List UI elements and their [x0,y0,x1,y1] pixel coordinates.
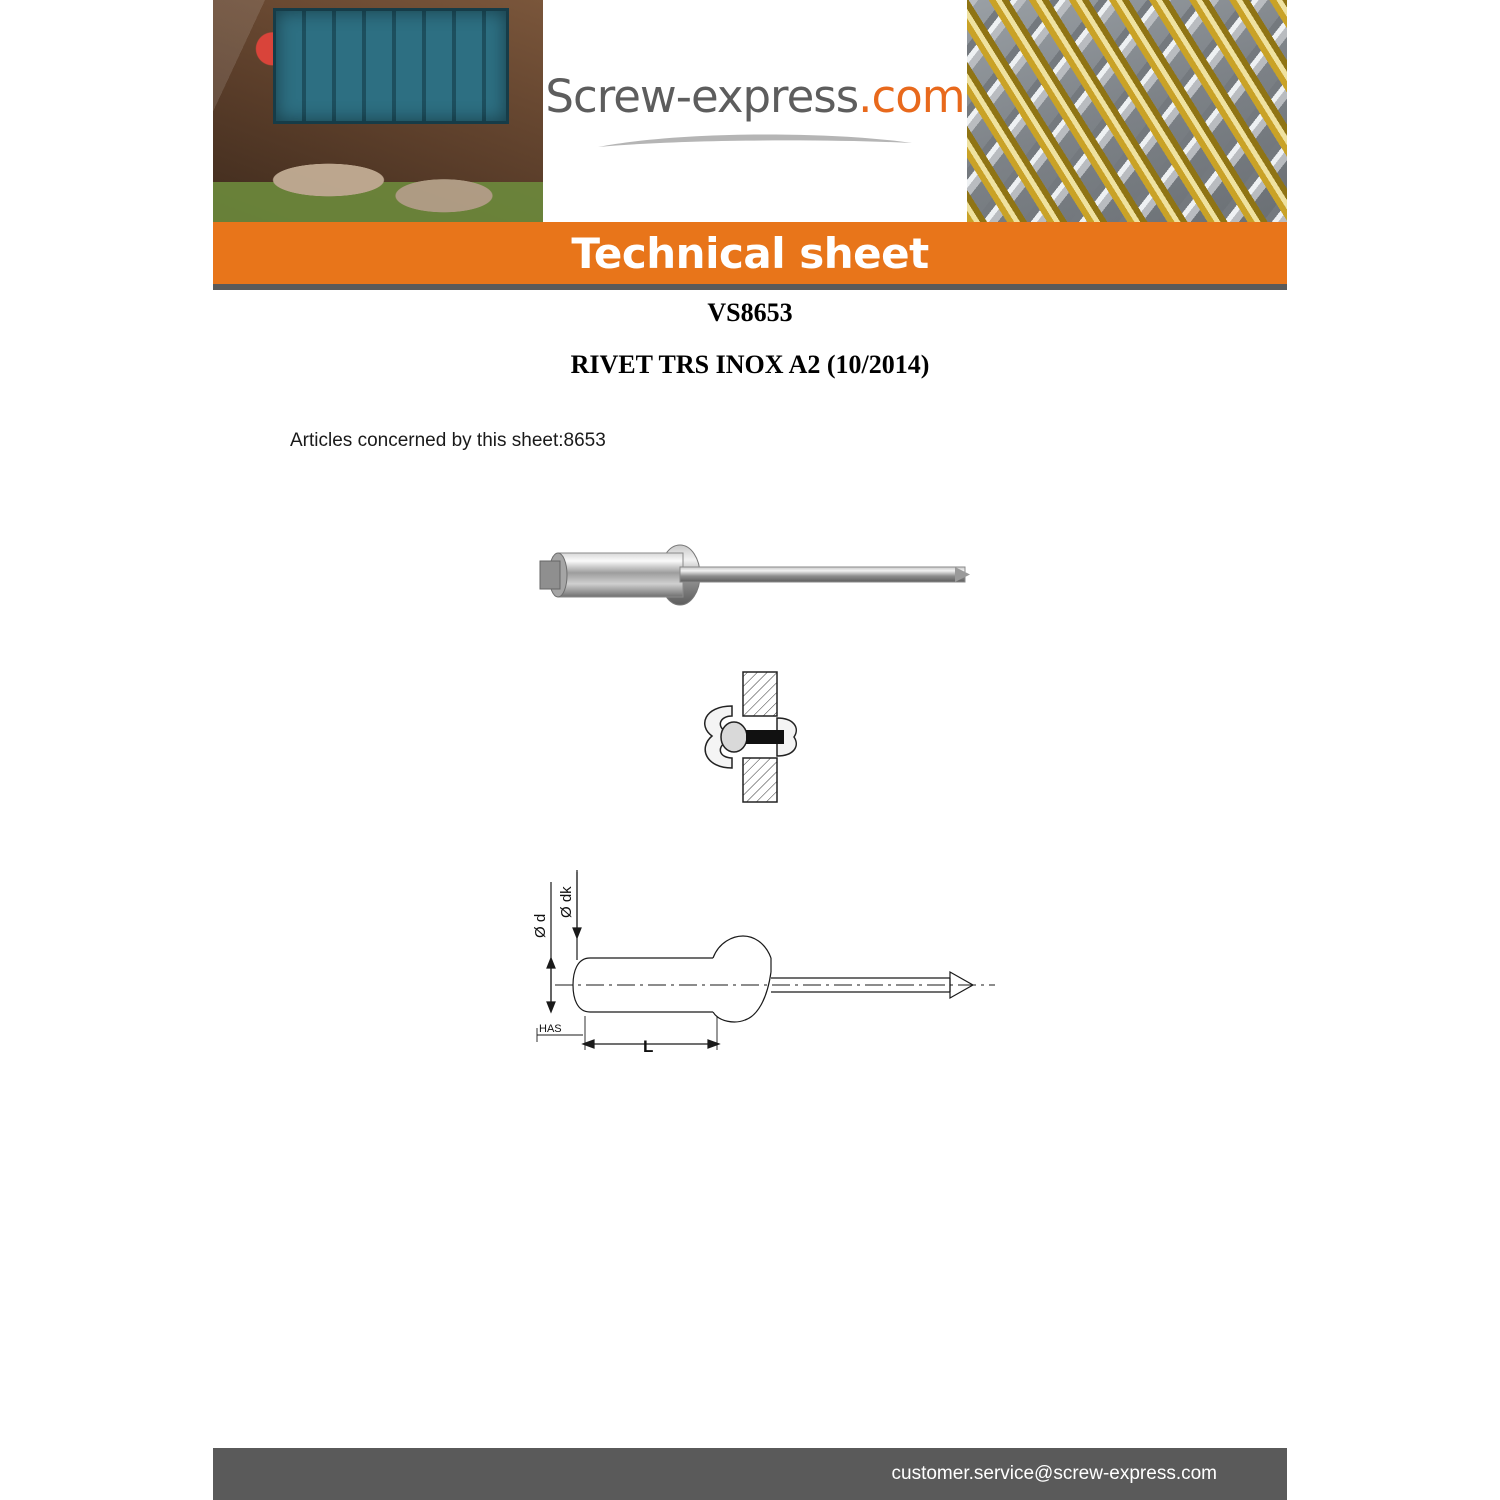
left-margin [0,0,213,1500]
assorted-screws-photo [967,0,1287,222]
rivet-dimension-drawing [495,860,1035,1080]
logo-suffix-text: .com [858,69,965,123]
banner-underline [213,284,1287,290]
blind-rivet-photo [530,535,970,615]
workshop-tools-photo [213,0,543,222]
logo-swoosh-icon [590,129,920,153]
label-length-l: L [643,1037,654,1056]
page-header [213,0,1287,222]
label-diameter-d: Ø d [532,913,549,938]
label-diameter-dk: Ø dk [558,886,575,918]
page-title: RIVET TRS INOX A2 (10/2014) [570,350,930,379]
rivet-installed-section-drawing [690,670,820,805]
logo-text [545,70,964,123]
label-has: HAS [539,1023,562,1035]
customer-service-email[interactable]: customer.service@screw-express.com [891,1463,1217,1484]
right-margin [1287,0,1500,1500]
assorted-screws-photo-image [967,0,1287,222]
document-reference: VS8653 [707,298,793,327]
workshop-tools-photo-image [213,0,543,222]
technical-sheet-banner [213,222,1287,284]
page-footer [213,1448,1287,1500]
technical-sheet-banner-label: Technical sheet [571,228,929,278]
articles-concerned-line: Articles concerned by this sheet:8653 [290,430,606,451]
logo-main-text: Screw-express [545,69,859,123]
brand-logo [543,0,967,222]
